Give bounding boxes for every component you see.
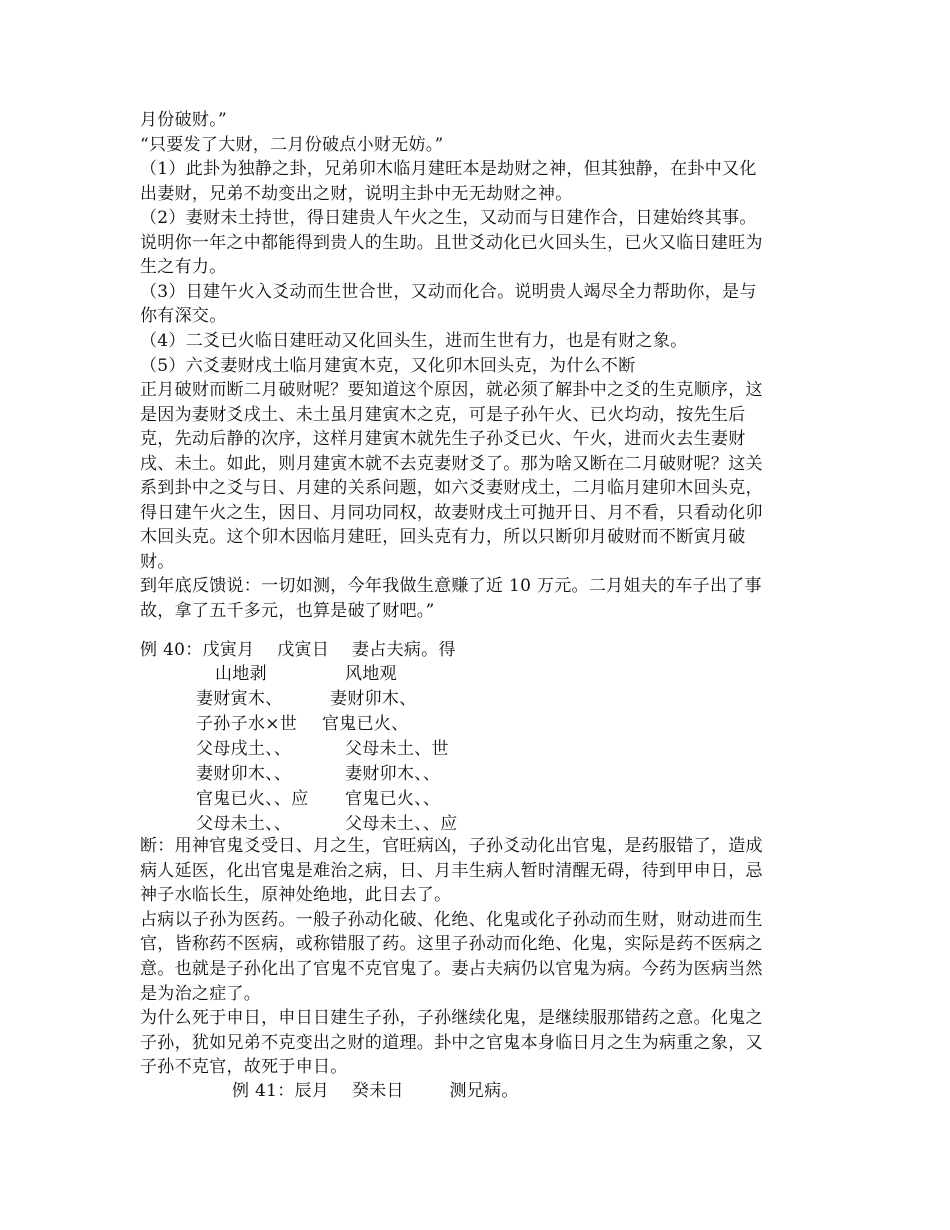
text-line: 是为治之症了。: [140, 983, 262, 1004]
gua-line-right: 官鬼已火、: [322, 714, 409, 734]
text-line: （2）妻财未土持世，得日建贵人午火之生，又动而与日建作合，日建始终其事。: [140, 208, 757, 229]
text-line: 月份破财。”: [140, 110, 227, 130]
gua-line-left: 父母未土、、: [196, 814, 292, 834]
changed-gua-name: 风地观: [345, 664, 397, 684]
gua-line-right: 父母未土、世: [345, 739, 449, 759]
gua-line-left: 子孙子水×世: [196, 714, 298, 734]
text-line: 意。也就是子孙化出了官鬼不克官鬼了。妻占夫病仍以官鬼为病。今药为医病当然: [140, 959, 763, 979]
main-gua-name: 山地剥: [215, 664, 267, 684]
text-line: 断：用神官鬼爻受日、月之生，官旺病凶，子孙爻动化出官鬼，是药服错了，造成: [140, 836, 763, 856]
text-line: （3）日建午火入爻动而生世合世，又动而化合。说明贵人竭尽全力帮助你，是与: [140, 281, 757, 302]
text-line: 木回头克。这个卯木因临月建旺，回头克有力，所以只断卯月破财而不断寅月破: [140, 527, 746, 548]
gua-line-left: 妻财卯木、、: [196, 764, 292, 784]
gua-line-right: 妻财卯木、: [330, 689, 417, 709]
text-line: 系到卦中之爻与日、月建的关系问题，如六爻妻财戌土，二月临月建卯木回头克，: [140, 478, 763, 499]
text-line: 你有深交。: [140, 306, 227, 327]
text-line: “只要发了大财，二月份破点小财无妨。”: [140, 134, 444, 155]
text-line: 得日建午火之生，因日、月同功同权，故妻财戌土可抛开日、月不看，只看动化卯: [140, 502, 763, 523]
text-line: 子孙不克官，故死于申日。: [140, 1057, 348, 1078]
text-line: 为什么死于申日，申日日建生子孙，子孙继续化鬼，是继续服那错药之意。化鬼之: [140, 1008, 763, 1029]
text-line: 故，拿了五千多元，也算是破了财吧。”: [140, 601, 435, 621]
gua-line-left: 父母戌土、、: [196, 739, 292, 759]
example-40-header: 例 40：戊寅月 戊寅日 妻占夫病。得: [140, 640, 456, 660]
text-line: （1）此卦为独静之卦，兄弟卯木临月建旺本是劫财之神，但其独静，在卦中又化: [140, 159, 757, 180]
text-line: 财。: [140, 551, 175, 572]
text-line: 占病以子孙为医药。一般子孙动化破、化绝、化鬼或化子孙动而生财，财动进而生: [140, 909, 763, 930]
text-line: 子孙，犹如兄弟不克变出之财的道理。卦中之官鬼本身临日月之生为病重之象，又: [140, 1032, 763, 1053]
text-line: 正月破财而断二月破财呢？要知道这个原因，就必须了解卦中之爻的生克顺序，这: [140, 380, 763, 401]
gua-line-right: 官鬼已火、、: [345, 789, 441, 809]
text-line: 神子水临长生，原神处绝地，此日去了。: [140, 885, 452, 906]
text-line: 病人延医，化出官鬼是难治之病，日、月丰生病人暂时清醒无碍，待到甲申日，忌: [140, 860, 763, 881]
gua-line-right: 父母未土、、应: [345, 814, 458, 834]
text-line: 生之有力。: [140, 257, 227, 278]
text-line: 戌、未土。如此，则月建寅木就不去克妻财爻了。那为啥又断在二月破财呢？这关: [140, 453, 763, 474]
text-line: 是因为妻财爻戌土、未土虽月建寅木之克，可是子孙午火、已火均动，按先生后: [140, 404, 746, 425]
text-line: （4）二爻已火临日建旺动又化回头生，进而生世有力，也是有财之象。: [140, 330, 688, 351]
gua-line-left: 妻财寅木、: [196, 689, 283, 709]
gua-line-right: 妻财卯木、、: [345, 764, 441, 784]
text-line: 说明你一年之中都能得到贵人的生助。且世爻动化已火回头生，已火又临日建旺为: [140, 232, 763, 253]
text-line: 官，皆称药不医病，或称错服了药。这里子孙动而化绝、化鬼，实际是药不医病之: [140, 934, 763, 955]
text-line: （5）六爻妻财戌土临月建寅木克，又化卯木回头克，为什么不断: [140, 355, 636, 376]
text-line: 出妻财，兄弟不劫变出之财，说明主卦中无无劫财之神。: [140, 183, 573, 204]
gua-line-left: 官鬼已火、、应: [196, 789, 309, 809]
example-41-header: 例 41：辰月 癸未日 测兄病。: [232, 1081, 519, 1101]
text-line: 到年底反馈说：一切如测，今年我做生意赚了近 10 万元。二月姐夫的车子出了事: [140, 576, 762, 597]
text-line: 克，先动后静的次序，这样月建寅木就先生子孙爻已火、午火，进而火去生妻财: [140, 429, 746, 450]
